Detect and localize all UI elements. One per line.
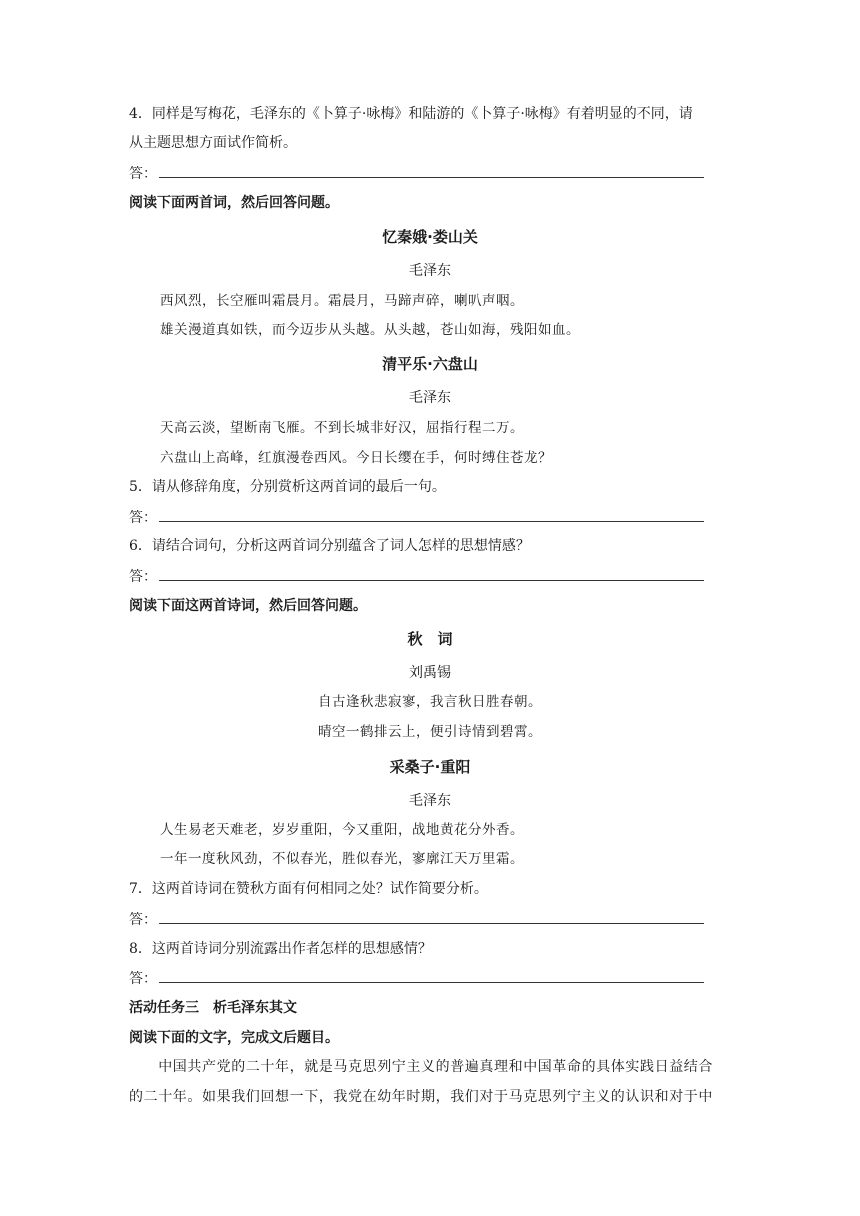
section3-instruction: 阅读下面的文字，完成文后题目。 (129, 1030, 339, 1046)
paragraph-line: 的二十年。如果我们回想一下，我党在幼年时期，我们对于马克思列宁主义的认识和对于中 (129, 1089, 713, 1105)
section1-instruction: 阅读下面两首词，然后回答问题。 (129, 195, 339, 211)
poem-line: 六盘山上高峰，红旗漫卷西风。今日长缨在手，何时缚住苍龙？ (160, 450, 552, 466)
poem-line: 人生易老天难老，岁岁重阳，今又重阳，战地黄花分外香。 (160, 822, 524, 838)
answer-label: 答： (129, 569, 157, 585)
poem-line: 一年一度秋风劲，不似春光，胜似春光，寥廓江天万里霜。 (160, 851, 524, 867)
answer-line[interactable] (159, 566, 704, 581)
q8: 8．这两首诗词分别流露出作者怎样的思想感情？ (129, 941, 432, 957)
answer-line[interactable] (159, 163, 704, 178)
q5: 5．请从修辞角度，分别赏析这两首词的最后一句。 (129, 479, 446, 495)
poem-author: 毛泽东 (409, 390, 451, 406)
poem-title: 清平乐·六盘山 (382, 355, 478, 373)
answer-label: 答： (129, 510, 157, 526)
q7-answer[interactable] (129, 909, 704, 930)
answer-line[interactable] (159, 968, 704, 983)
q4-line1: 4．同样是写梅花，毛泽东的《卜算子·咏梅》和陆游的《卜算子·咏梅》有着明显的不同，请 (129, 106, 693, 122)
poem-title: 秋 词 (407, 630, 453, 648)
q4-line2: 从主题思想方面试作简析。 (129, 135, 297, 151)
section2-instruction: 阅读下面这两首诗词，然后回答问题。 (129, 598, 367, 614)
poem-title: 采桑子·重阳 (389, 758, 471, 776)
q4-answer[interactable] (129, 163, 704, 184)
poem-line: 西风烈，长空雁叫霜晨月。霜晨月，马蹄声碎，喇叭声咽。 (160, 293, 524, 309)
q8-answer[interactable] (129, 968, 704, 989)
poem-line: 自古逢秋悲寂寥，我言秋日胜春朝。 (318, 694, 542, 710)
poem-line: 晴空一鹤排云上，便引诗情到碧霄。 (318, 724, 542, 740)
q6-answer[interactable] (129, 566, 704, 587)
paragraph-line: 中国共产党的二十年，就是马克思列宁主义的普遍真理和中国革命的具体实践日益结合 (129, 1059, 713, 1075)
section3-heading: 活动任务三 析毛泽东其文 (129, 1000, 297, 1016)
q7: 7．这两首诗词在赞秋方面有何相同之处？试作简要分析。 (129, 881, 488, 897)
answer-label: 答： (129, 912, 157, 928)
q6: 6．请结合词句，分析这两首词分别蕴含了词人怎样的思想情感？ (129, 538, 530, 554)
poem-author: 毛泽东 (409, 263, 451, 279)
answer-line[interactable] (159, 909, 704, 924)
answer-label: 答： (129, 971, 157, 987)
answer-label: 答： (129, 166, 157, 182)
answer-line[interactable] (159, 507, 704, 522)
poem-author: 刘禹锡 (409, 665, 451, 681)
poem-line: 雄关漫道真如铁，而今迈步从头越。从头越，苍山如海，残阳如血。 (160, 322, 580, 338)
poem-line: 天高云淡，望断南飞雁。不到长城非好汉，屈指行程二万。 (160, 420, 524, 436)
poem-author: 毛泽东 (409, 793, 451, 809)
q5-answer[interactable] (129, 507, 704, 528)
poem-title: 忆秦娥·娄山关 (382, 228, 478, 246)
